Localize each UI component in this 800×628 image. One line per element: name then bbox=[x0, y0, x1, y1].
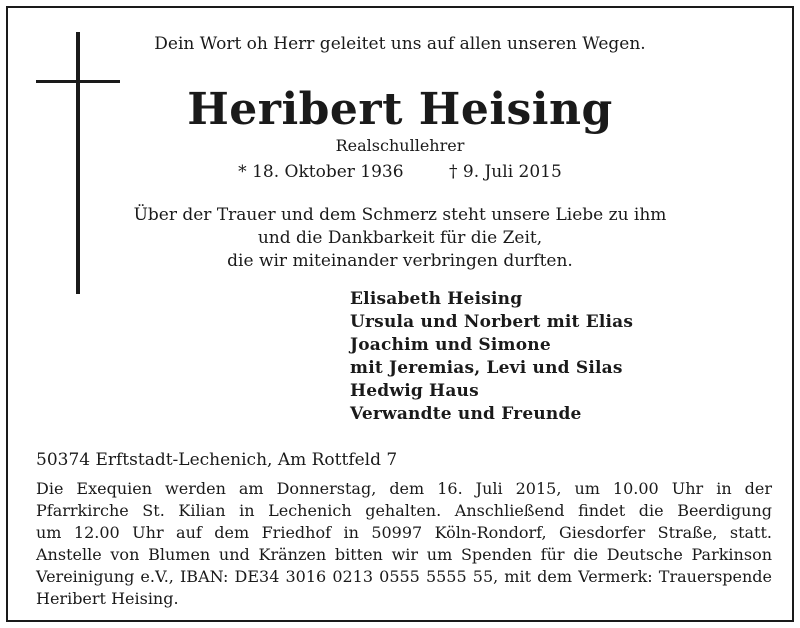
mourners-list bbox=[350, 288, 633, 426]
motto: Dein Wort oh Herr geleitet uns auf allen unseren Wegen. bbox=[154, 34, 646, 54]
mourner: Ursula und Norbert mit Elias bbox=[350, 312, 634, 332]
memorial-verse bbox=[8, 204, 792, 273]
verse-line: und die Dankbarkeit für die Zeit, bbox=[257, 228, 543, 248]
verse-line: Über der Trauer und dem Schmerz steht unsere Liebe zu ihm bbox=[133, 205, 667, 225]
family-address: 50374 Erftstadt-Lechenich, Am Rottfeld 7 bbox=[36, 450, 398, 470]
mourner: Verwandte und Freunde bbox=[350, 404, 582, 424]
details-line: Vereinigung e.V., IBAN: DE34 3016 0213 0555 5555 55, mit dem Vermerk: Trauerspende bbox=[36, 567, 772, 586]
birth-date: * 18. Oktober 1936 bbox=[238, 162, 404, 182]
mourner: Hedwig Haus bbox=[350, 381, 479, 401]
verse-line: die wir miteinander verbringen durften. bbox=[227, 251, 573, 271]
mourner: Joachim und Simone bbox=[350, 335, 551, 355]
details-line: Anstelle von Blumen und Kränzen bitten wir um Spenden für die Deutsche Parkinson bbox=[36, 545, 772, 564]
obituary-notice bbox=[6, 6, 794, 622]
life-dates bbox=[8, 162, 792, 182]
deceased-name: Heribert Heising bbox=[187, 84, 613, 135]
details-line: Die Exequien werden am Donnerstag, dem 16. Juli 2015, um 10.00 Uhr in der bbox=[36, 479, 772, 498]
death-date: † 9. Juli 2015 bbox=[448, 162, 562, 182]
funeral-details bbox=[36, 478, 772, 610]
mourner: Elisabeth Heising bbox=[350, 289, 523, 309]
mourner: mit Jeremias, Levi und Silas bbox=[350, 358, 623, 378]
details-line: Pfarrkirche St. Kilian in Lechenich gehalten. Anschließend findet die Beerdigung bbox=[36, 501, 772, 520]
details-line: Heribert Heising. bbox=[36, 589, 179, 608]
details-line: um 12.00 Uhr auf dem Friedhof in 50997 Köln-Rondorf, Giesdorfer Straße, statt. bbox=[36, 523, 772, 542]
cross-horizontal-bar bbox=[36, 80, 120, 83]
profession: Realschullehrer bbox=[335, 136, 465, 155]
